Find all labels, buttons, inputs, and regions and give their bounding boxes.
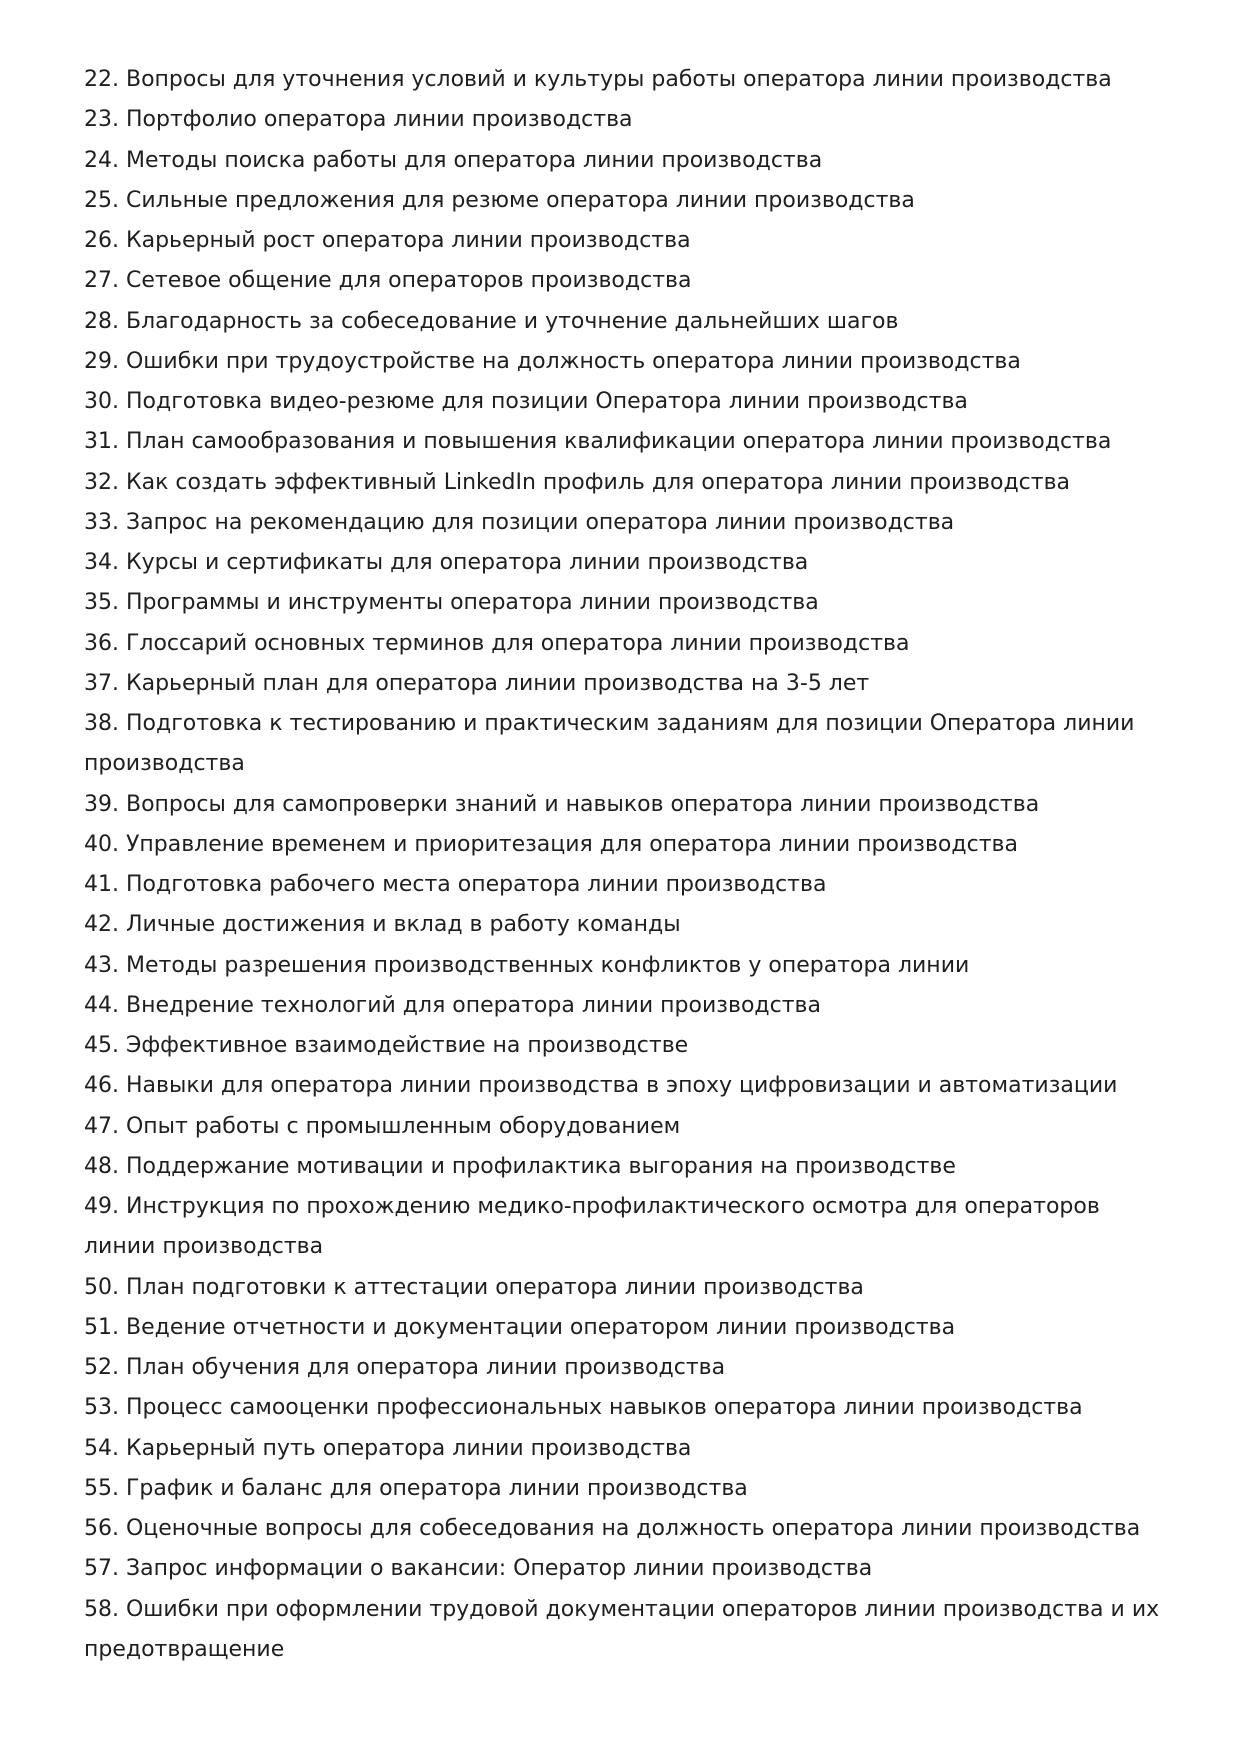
- list-item: 27. Сетевое общение для операторов производства: [84, 268, 692, 294]
- list-item: 36. Глоссарий основных терминов для оператора линии производства: [84, 630, 910, 656]
- list-item: 47. Опыт работы с промышленным оборудованием: [84, 1113, 681, 1139]
- list-item: 58. Ошибки при оформлении трудовой документации операторов линии производства и их предотвращение: [84, 1596, 1160, 1662]
- list-item: 38. Подготовка к тестированию и практическим заданиям для позиции Оператора линии производства: [84, 711, 1135, 777]
- list-item: 57. Запрос информации о вакансии: Оператор линии производства: [84, 1556, 873, 1582]
- list-item: 48. Поддержание мотивации и профилактика выгорания на производстве: [84, 1153, 956, 1179]
- list-item: 23. Портфолио оператора линии производства: [84, 107, 633, 133]
- list-item: 50. План подготовки к аттестации оператора линии производства: [84, 1274, 864, 1300]
- list-item: 46. Навыки для оператора линии производства в эпоху цифровизации и автоматизации: [84, 1073, 1118, 1099]
- list-item: 32. Как создать эффективный LinkedIn профиль для оператора линии производства: [84, 469, 1071, 495]
- list-item: 54. Карьерный путь оператора линии производства: [84, 1435, 692, 1461]
- list-item: 33. Запрос на рекомендацию для позиции оператора линии производства: [84, 509, 955, 535]
- list-item: 28. Благодарность за собеседование и уточнение дальнейших шагов: [84, 308, 899, 334]
- list-item: 25. Сильные предложения для резюме оператора линии производства: [84, 187, 915, 213]
- list-item: 31. План самообразования и повышения квалификации оператора линии производства: [84, 429, 1112, 455]
- document-page: [84, 60, 1169, 1670]
- list-item: 40. Управление временем и приоритезация для оператора линии производства: [84, 831, 1018, 857]
- list-item: 49. Инструкция по прохождению медико-профилактического осмотра для операторов линии производства: [84, 1194, 1100, 1260]
- list-item: 37. Карьерный план для оператора линии производства на 3-5 лет: [84, 670, 870, 696]
- list-item: 55. График и баланс для оператора линии производства: [84, 1475, 748, 1501]
- list-item: 56. Оценочные вопросы для собеседования на должность оператора линии производства: [84, 1516, 1141, 1541]
- list-item: 44. Внедрение технологий для оператора линии производства: [84, 992, 821, 1018]
- list-item: 43. Методы разрешения производственных конфликтов у оператора линии: [84, 952, 970, 978]
- list-item: 29. Ошибки при трудоустройстве на должность оператора линии производства: [84, 348, 1021, 374]
- list-item: 51. Ведение отчетности и документации оператором линии производства: [84, 1314, 956, 1340]
- list-item: 41. Подготовка рабочего места оператора линии производства: [84, 872, 827, 897]
- list-item: 42. Личные достижения и вклад в работу команды: [84, 912, 681, 938]
- list-item: 53. Процесс самооценки профессиональных навыков оператора линии производства: [84, 1395, 1083, 1421]
- list-item: 22. Вопросы для уточнения условий и культуры работы оператора линии производства: [84, 67, 1112, 92]
- list-item: 52. План обучения для оператора линии производства: [84, 1355, 726, 1380]
- list-item: 35. Программы и инструменты оператора линии производства: [84, 590, 819, 616]
- list-item: 24. Методы поиска работы для оператора линии производства: [84, 147, 823, 173]
- list-item: 34. Курсы и сертификаты для оператора линии производства: [84, 550, 809, 575]
- list-item: 30. Подготовка видео-резюме для позиции Оператора линии производства: [84, 389, 968, 414]
- table-of-contents: [84, 60, 1169, 1670]
- list-item: 45. Эффективное взаимодействие на производстве: [84, 1033, 689, 1058]
- list-item: 39. Вопросы для самопроверки знаний и навыков оператора линии производства: [84, 791, 1040, 817]
- list-item: 26. Карьерный рост оператора линии производства: [84, 228, 691, 253]
